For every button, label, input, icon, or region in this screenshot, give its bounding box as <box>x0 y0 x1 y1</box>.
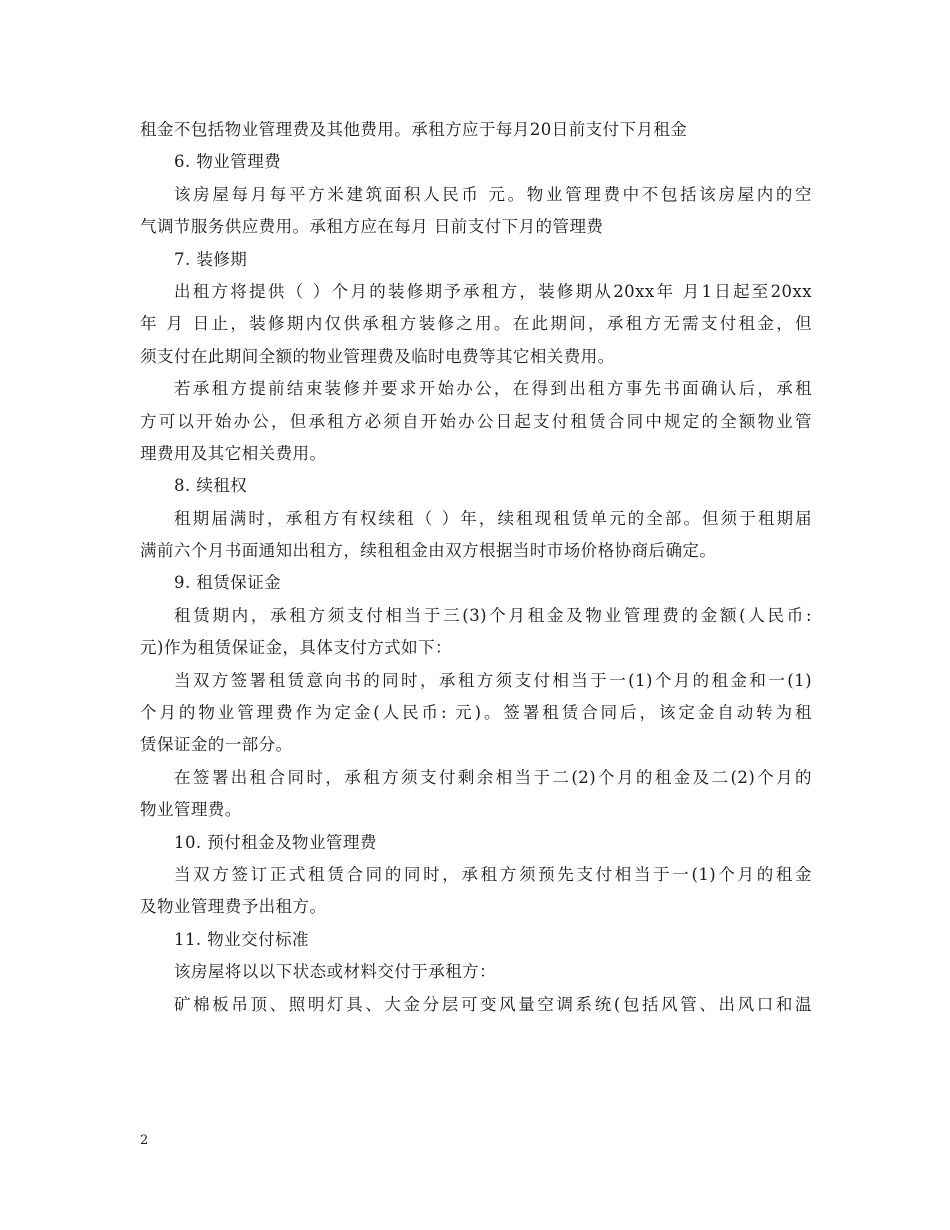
text-line: 气调节服务供应费用。承租方应在每月 日前支付下月的管理费 <box>140 217 604 237</box>
text-line: 满前六个月书面通知出租方，续租租金由双方根据当时市场价格协商后确定。 <box>140 541 717 561</box>
text-line: 物业管理费。 <box>140 800 242 820</box>
text-line: 及物业管理费予出租方。 <box>140 897 327 917</box>
text-line: 在签署出租合同时，承租方须支付剩余相当于二(2)个月的租金及二(2)个月的 <box>174 767 812 787</box>
text-line: 年 月 日止，装修期内仅供承租方装修之用。在此期间，承租方无需支付租金，但 <box>140 314 812 334</box>
text-line: 11. 物业交付标准 <box>174 929 309 949</box>
text-line: 租期届满时，承租方有权续租（ ）年，续租现租赁单元的全部。但须于租期届 <box>174 508 812 528</box>
text-line: 10. 预付租金及物业管理费 <box>174 832 377 852</box>
text-line: 个月的物业管理费作为定金(人民币: 元)。签署租赁合同后，该定金自动转为租 <box>140 703 812 723</box>
text-line: 若承租方提前结束装修并要求开始办公，在得到出租方事先书面确认后，承租 <box>174 379 812 399</box>
page-number: 2 <box>140 1133 149 1148</box>
text-line: 租金不包括物业管理费及其他费用。承租方应于每月20日前支付下月租金 <box>140 120 688 139</box>
text-line: 须支付在此期间全额的物业管理费及临时电费等其它相关费用。 <box>140 346 615 366</box>
text-line: 出租方将提供（ ）个月的装修期予承租方，装修期从20xx年 月1日起至20xx <box>174 281 812 301</box>
text-line: 矿棉板吊顶、照明灯具、大金分层可变风量空调系统(包括风管、出风口和温 <box>174 994 812 1014</box>
text-line: 6. 物业管理费 <box>174 152 282 172</box>
text-line: 该房屋将以以下状态或材料交付于承租方： <box>174 962 497 982</box>
text-line: 租赁期内，承租方须支付相当于三(3)个月租金及物业管理费的金额(人民币: <box>174 605 812 625</box>
text-line: 理费用及其它相关费用。 <box>140 443 327 463</box>
text-line: 赁保证金的一部分。 <box>140 735 293 755</box>
text-line: 方可以开始办公，但承租方必须自开始办公日起支付租赁合同中规定的全额物业管 <box>140 411 812 431</box>
text-line: 当双方签订正式租赁合同的同时，承租方须预先支付相当于一(1)个月的租金 <box>174 864 812 884</box>
text-line: 元)作为租赁保证金，具体支付方式如下： <box>140 638 452 658</box>
text-line: 该房屋每月每平方米建筑面积人民币 元。物业管理费中不包括该房屋内的空 <box>174 184 812 204</box>
text-line: 9. 租赁保证金 <box>174 573 282 593</box>
text-line: 8. 续租权 <box>174 476 248 496</box>
text-line: 7. 装修期 <box>174 249 248 269</box>
document-body <box>140 114 812 1021</box>
text-line: 当双方签署租赁意向书的同时，承租方须支付相当于一(1)个月的租金和一(1) <box>174 670 812 690</box>
